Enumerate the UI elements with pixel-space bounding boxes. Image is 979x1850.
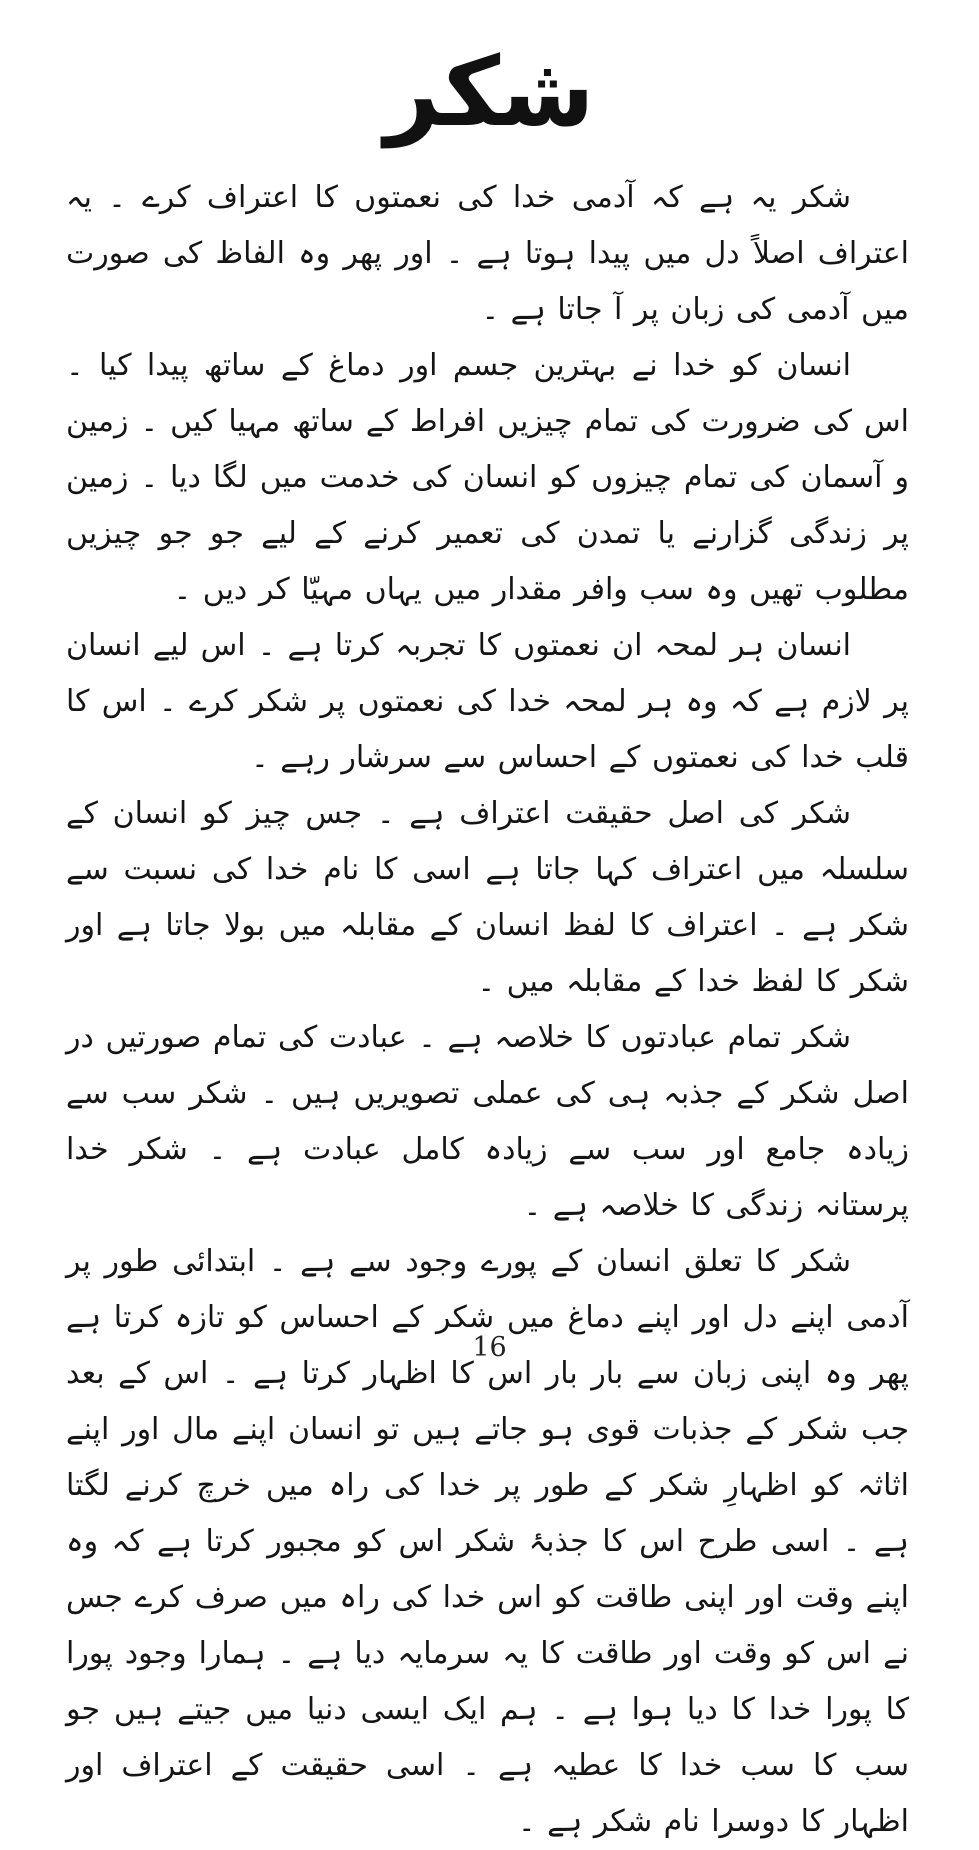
paragraph-2: انسان کو خدا نے بہترین جسم اور دماغ کے ساتھ پیدا کیا ۔ اس کی ضرورت کی تمام چیزیں افراط کے ساتھ مہیا کیں ۔ زمین و آسمان کی تمام چیزوں کو انسان کی خدمت میں لگا دیا ۔ زمین پر زندگی گزارنے یا تمدن کی تعمیر کرنے کے لیے جو جو چیزیں مطلوب تھیں وہ سب وافر مقدار میں یہاں مہیّا کر دیں ۔ <box>66 348 909 607</box>
paragraph-4: شکر کی اصل حقیقت اعتراف ہے ۔ جس چیز کو انسان کے سلسلہ میں اعتراف کہا جاتا ہے اسی کا نام خدا کی نسبت سے شکر ہے ۔ اعتراف کا لفظ انسان کے مقابلہ میں بولا جاتا ہے اور شکر کا لفظ خدا کے مقابلہ میں ۔ <box>66 796 909 999</box>
paragraph-1: شکر یہ ہے کہ آدمی خدا کی نعمتوں کا اعتراف کرے ۔ یہ اعتراف اصلاً دل میں پیدا ہوتا ہے ۔ اور پھر وہ الفاظ کی صورت میں آدمی کی زبان پر آ جاتا ہے ۔ <box>66 180 909 327</box>
page-title: شکر <box>384 36 595 148</box>
paragraph-5: شکر تمام عبادتوں کا خلاصہ ہے ۔ عبادت کی تمام صورتیں در اصل شکر کے جذبہ ہی کی عملی تصویریں ہیں ۔ شکر سب سے زیادہ جامع اور سب سے زیادہ کامل عبادت ہے ۔ شکر خدا پرستانہ زندگی کا خلاصہ ہے ۔ <box>66 1020 909 1223</box>
page-number: 16 <box>472 1332 507 1363</box>
paragraph-6: شکر کا تعلق انسان کے پورے وجود سے ہے ۔ ابتدائی طور پر آدمی اپنے دل اور اپنے دماغ میں شکر کے احساس کو تازہ کرتا ہے پھر وہ اپنی زبان سے بار بار اس کا اظہار کرتا ہے ۔ اس کے بعد جب شکر کے جذبات قوی ہو جاتے ہیں تو انسان اپنے مال اور اپنے اثاثہ کو اظہارِ شکر کے طور پر خدا کی راہ میں خرچ کرنے لگتا ہے ۔ اسی طرح اس کا جذبۂ شکر اس کو مجبور کرتا ہے کہ وہ اپنے وقت اور اپنی طاقت کو اس خدا کی راہ میں صرف کرے جس نے اس کو وقت اور طاقت کا یہ سرمایہ دیا ہے ۔ ہمارا وجود پورا کا پورا خدا کا دیا ہوا ہے ۔ ہم ایک ایسی دنیا میں جیتے ہیں جو سب کا سب خدا کا عطیہ ہے ۔ اسی حقیقت کے اعتراف اور اظہار کا دوسرا نام شکر ہے ۔ <box>66 1244 909 1839</box>
paragraph-3: انسان ہر لمحہ ان نعمتوں کا تجربہ کرتا ہے ۔ اس لیے انسان پر لازم ہے کہ وہ ہر لمحہ خدا کی نعمتوں پر شکر کرے ۔ اس کا قلب خدا کی نعمتوں کے احساس سے سرشار رہے ۔ <box>66 628 909 775</box>
document-body <box>0 162 979 1850</box>
